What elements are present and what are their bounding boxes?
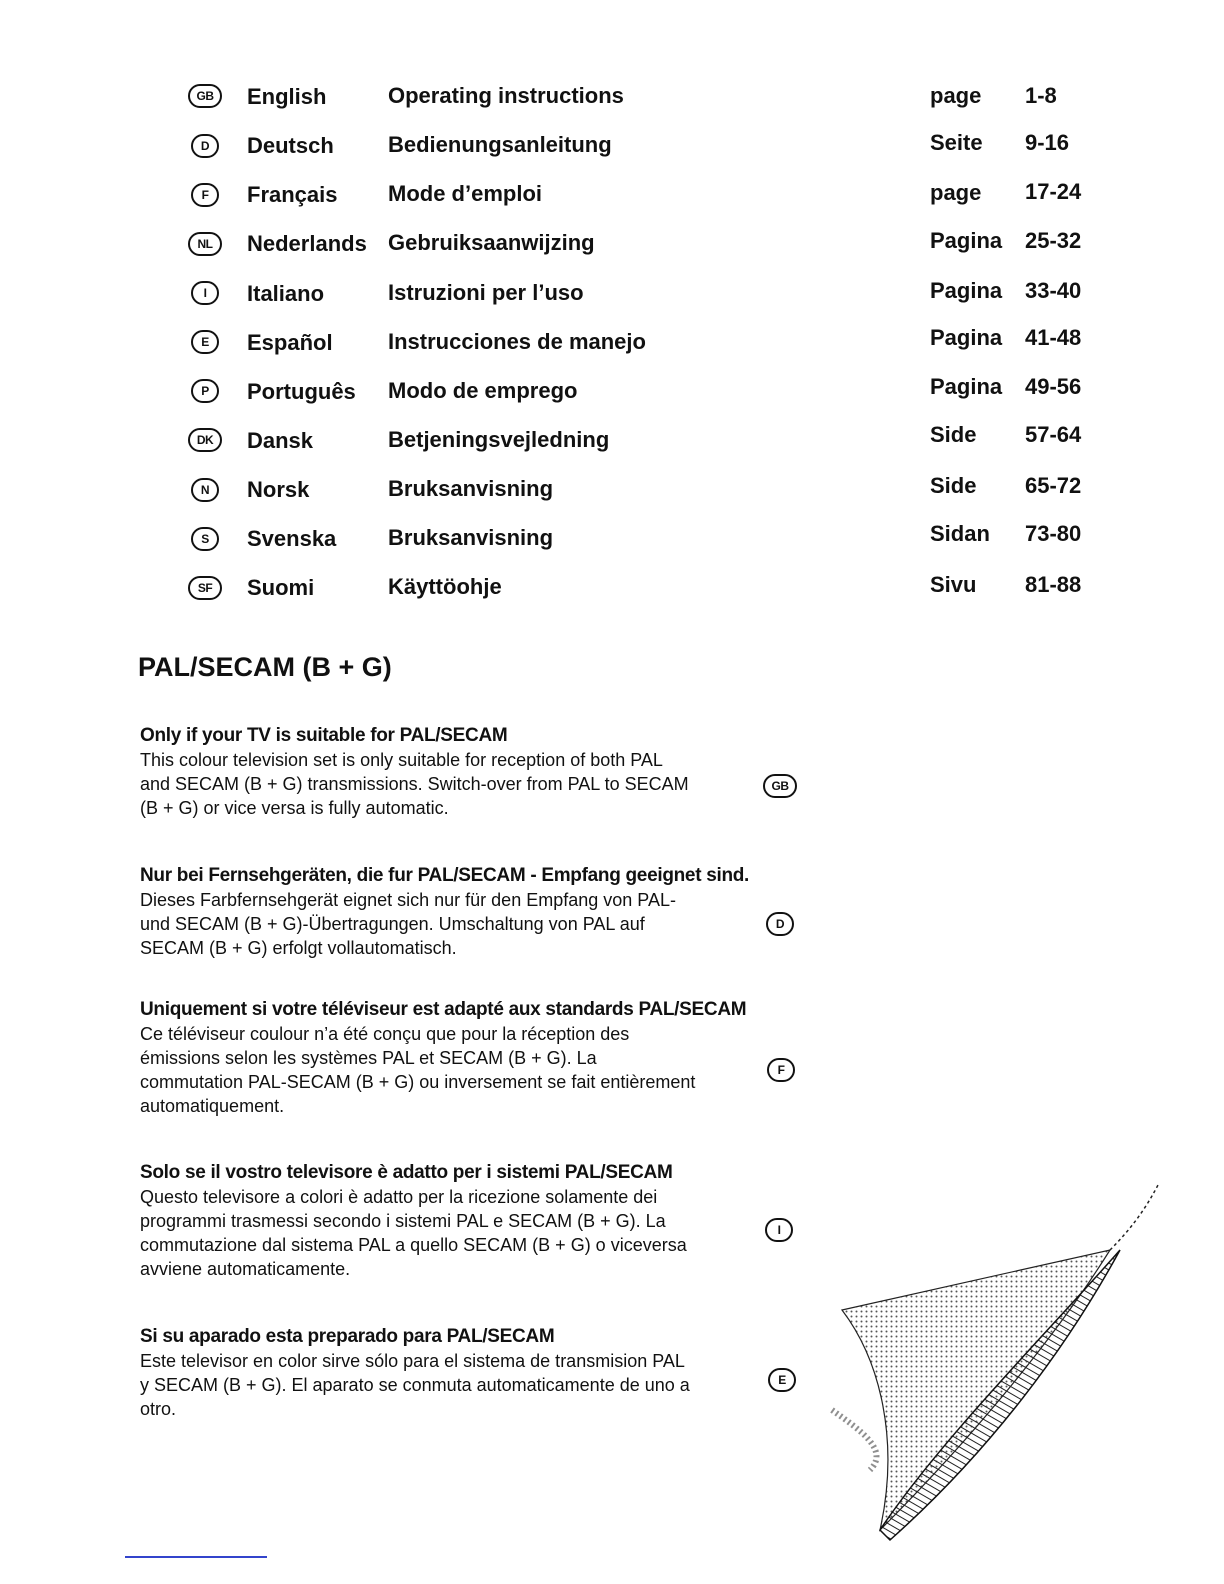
- index-pages: 49-56: [1025, 374, 1082, 399]
- index-title: Käyttöohje: [388, 574, 502, 599]
- index-title: Bedienungsanleitung: [388, 132, 612, 157]
- index-pages: 17-24: [1025, 179, 1082, 204]
- index-language: Italiano: [247, 281, 325, 306]
- index-title: Modo de emprego: [388, 378, 578, 403]
- curl-texture: [832, 1410, 876, 1470]
- note-line: programmi trasmessi secondo i sistemi PAL e SECAM (B + G). La: [140, 1211, 666, 1231]
- index-language: Español: [247, 330, 333, 355]
- index-page-word: Side: [930, 422, 977, 447]
- note-line: und SECAM (B + G)-Übertragungen. Umschaltung von PAL auf: [140, 914, 645, 934]
- note-line: and SECAM (B + G) transmissions. Switch-over from PAL to SECAM: [140, 774, 689, 794]
- index-page-word: Seite: [930, 130, 983, 155]
- country-badge-icon: D: [191, 134, 219, 158]
- index-pages: 9-16: [1025, 130, 1070, 155]
- note-block: [140, 724, 760, 820]
- index-title: Bruksanvisning: [388, 525, 554, 550]
- note-title: Nur bei Fernsehgeräten, die fur PAL/SECAM - Empfang geeignet sind.: [140, 865, 750, 886]
- note-line: (B + G) or vice versa is fully automatic.: [140, 798, 449, 818]
- note-line: Ce téléviseur coulour n’a été conçu que pour la réception des: [140, 1024, 630, 1044]
- note-line: Este televisor en color sirve sólo para el sistema de transmision PAL: [140, 1351, 685, 1371]
- curl-shadow: [842, 1250, 1110, 1530]
- index-page-word: page: [930, 83, 982, 108]
- country-badge-icon: GB: [763, 774, 797, 798]
- index-pages: 25-32: [1025, 228, 1082, 253]
- country-badge-icon: GB: [188, 84, 222, 108]
- index-pages: 65-72: [1025, 473, 1082, 498]
- index-pages: 57-64: [1025, 422, 1082, 447]
- section-heading: PAL/SECAM (B + G): [138, 652, 392, 682]
- index-title: Istruzioni per l’uso: [388, 280, 584, 305]
- country-badge-icon: D: [766, 912, 794, 936]
- note-block: [140, 998, 760, 1118]
- index-language: Norsk: [247, 477, 310, 502]
- index-pages: 1-8: [1025, 83, 1057, 108]
- note-line: y SECAM (B + G). El aparato se conmuta automaticamente de uno a: [140, 1375, 690, 1395]
- country-badge-icon: SF: [188, 576, 222, 600]
- index-title: Mode d’emploi: [388, 181, 542, 206]
- note-line: émissions selon les systèmes PAL et SECAM (B + G). La: [140, 1048, 597, 1068]
- index-page-word: page: [930, 180, 982, 205]
- note-block: [140, 1325, 760, 1421]
- note-title: Only if your TV is suitable for PAL/SECAM: [140, 725, 508, 746]
- note-title: Solo se il vostro televisore è adatto per i sistemi PAL/SECAM: [140, 1162, 673, 1183]
- index-page-word: Pagina: [930, 325, 1003, 350]
- index-page-word: Side: [930, 473, 977, 498]
- index-page-word: Sidan: [930, 521, 990, 546]
- index-page-word: Sivu: [930, 572, 977, 597]
- index-language: Nederlands: [247, 231, 367, 256]
- index-page-word: Pagina: [930, 228, 1003, 253]
- index-pages: 33-40: [1025, 278, 1082, 303]
- index-title: Instrucciones de manejo: [388, 329, 646, 354]
- note-line: automatiquement.: [140, 1096, 285, 1116]
- note-line: commutazione dal sistema PAL a quello SECAM (B + G) o viceversa: [140, 1235, 687, 1255]
- index-title: Gebruiksaanwijzing: [388, 230, 595, 255]
- note-title: Si su aparado esta preparado para PAL/SECAM: [140, 1326, 555, 1347]
- page-curl-illustration: [820, 1180, 1180, 1550]
- note-line: SECAM (B + G) erfolgt vollautomatisch.: [140, 938, 457, 958]
- index-language: Svenska: [247, 526, 337, 551]
- index-language: Français: [247, 182, 338, 207]
- index-title: Operating instructions: [388, 83, 624, 108]
- index-page-word: Pagina: [930, 278, 1003, 303]
- country-badge-icon: N: [191, 478, 219, 502]
- note-line: commutation PAL-SECAM (B + G) ou inversement se fait entièrement: [140, 1072, 696, 1092]
- curl-edge: [1110, 1185, 1158, 1250]
- country-badge-icon: P: [191, 379, 219, 403]
- index-language: English: [247, 84, 327, 109]
- note-line: Questo televisore a colori è adatto per la ricezione solamente dei: [140, 1187, 658, 1207]
- index-title: Bruksanvisning: [388, 476, 554, 501]
- note-block: [140, 1161, 760, 1281]
- index-pages: 81-88: [1025, 572, 1082, 597]
- note-line: Dieses Farbfernsehgerät eignet sich nur für den Empfang von PAL-: [140, 890, 676, 910]
- country-badge-icon: I: [191, 281, 219, 305]
- country-badge-icon: F: [767, 1058, 795, 1082]
- index-language: Deutsch: [247, 133, 334, 158]
- country-badge-icon: E: [191, 330, 219, 354]
- index-pages: 73-80: [1025, 521, 1082, 546]
- note-block: [140, 864, 760, 960]
- note-title: Uniquement si votre téléviseur est adapté aux standards PAL/SECAM: [140, 999, 747, 1020]
- index-pages: 41-48: [1025, 325, 1082, 350]
- country-badge-icon: E: [768, 1368, 796, 1392]
- note-line: otro.: [140, 1399, 177, 1419]
- note-line: avviene automaticamente.: [140, 1259, 351, 1279]
- country-badge-icon: DK: [188, 428, 222, 452]
- country-badge-icon: F: [191, 183, 219, 207]
- country-badge-icon: I: [765, 1218, 793, 1242]
- index-language: Português: [247, 379, 356, 404]
- index-page-word: Pagina: [930, 374, 1003, 399]
- footer-rule: [125, 1556, 267, 1558]
- index-title: Betjeningsvejledning: [388, 427, 610, 452]
- index-language: Suomi: [247, 575, 315, 600]
- country-badge-icon: S: [191, 527, 219, 551]
- index-language: Dansk: [247, 428, 314, 453]
- note-line: This colour television set is only suitable for reception of both PAL: [140, 750, 663, 770]
- country-badge-icon: NL: [188, 232, 222, 256]
